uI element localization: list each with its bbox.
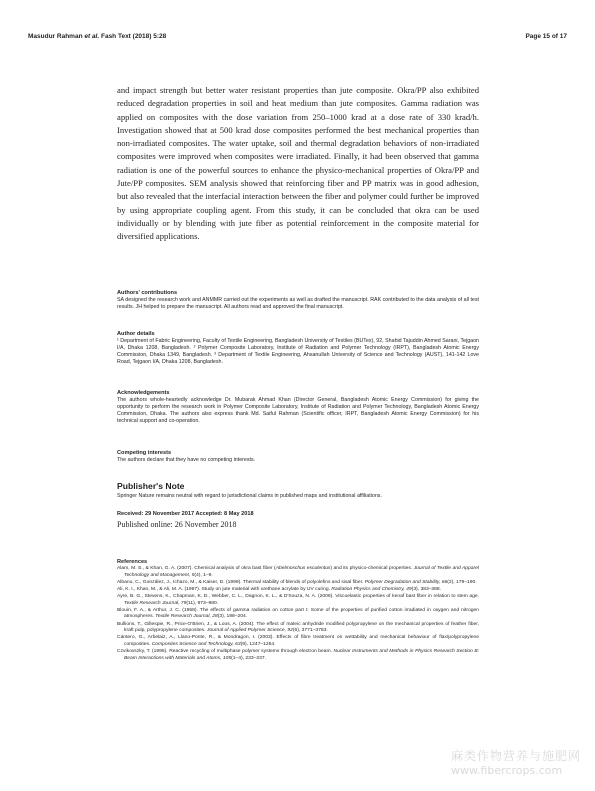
references-section bbox=[117, 559, 479, 663]
reference-mid: (1–4), 233–237. bbox=[231, 655, 266, 661]
acknowledgements-heading: Acknowledgements bbox=[117, 390, 170, 396]
reference-item bbox=[117, 587, 479, 594]
running-head-citation bbox=[28, 33, 166, 40]
reference-it1: Textile Research Journal, 79 bbox=[124, 600, 187, 606]
reference-mid: (6), 3771–3783. bbox=[292, 628, 328, 634]
reference-pre: Czvikovszky, T. (1995). Reactive recycling of multiphase polymer systems through electron beam. bbox=[117, 649, 334, 655]
acknowledgements-text: The authors whole-heartedly acknowledge Dr. Mubarak Ahmad Khan (Director General, Bangladesh Atomic Energy Commission) for giving the opportunity to perform the research work in Polymer Composite Laboratory, Institute of Radiation and Polymer Technology, Bangladesh Atomic Energy Commission, Dhaka. The authors also express thank Md. Saiful Rahman (Scientific officer, IRPT, Bangladesh Atomic Energy Commission) for his technical support and co-operation. bbox=[117, 397, 479, 425]
reference-pre: Bullions, T., Gillespie, R., Price-O'Brien, J., & Loos, A. (2004). The effect of maleic anhydride modified polypropylene on the mechanical properties of feather fiber, kraft pulp, polypropylene composites. bbox=[117, 621, 479, 634]
references-heading: References bbox=[117, 559, 148, 565]
reference-it1: Composites Science and Technology, 63 bbox=[151, 642, 241, 648]
reference-item bbox=[117, 635, 479, 648]
running-head-author: Masudur Rahman bbox=[28, 33, 83, 40]
acknowledgements-section bbox=[117, 390, 479, 425]
running-head-etal: et al. bbox=[84, 33, 100, 40]
reference-item bbox=[117, 566, 479, 579]
competing-interests-text: The authors declare that they have no competing interests. bbox=[117, 457, 256, 463]
reference-item bbox=[117, 622, 479, 635]
watermark-url: www.fibercrops.com bbox=[450, 764, 563, 777]
author-details-section bbox=[117, 331, 479, 366]
publisher-note-heading: Publisher's Note bbox=[117, 481, 185, 491]
reference-it1: Polymer Degradation and Stability, 66 bbox=[364, 579, 448, 585]
reference-item bbox=[117, 580, 479, 587]
reference-mid: (11), 973–980. bbox=[186, 600, 219, 606]
reference-pre: Ayre, B. G., Stevens, K., Chapman, K. D., Webber, C. L., Dagnon, K. L., & D'Souza, N. A. (2009). Viscoelastic properties of kenaf bast fiber in relation to stem age. bbox=[117, 593, 479, 599]
reference-pre: Cantero, G., Arbelaiz, A., Llano-Ponte, R., & Mondragon, I. (2003). Effects of fibre treatment on wettability and mechanical behaviour of flax/polypropylene composites. bbox=[117, 635, 479, 648]
reference-it1: Abelmoschus esculentus bbox=[275, 566, 331, 571]
reference-it1: Textile Research Journal, 28 bbox=[155, 614, 218, 620]
page-number: Page 15 of 17 bbox=[525, 33, 567, 40]
reference-pre: Alam, M. S., & Khan, G. A. (2007). Chemical analysis of okra bast fiber ( bbox=[117, 566, 276, 571]
conclusion-paragraph: and impact strength but better water resistant properties than jute composite. Okra/PP also exhibited reduced degradation properties in soil and heat medium than jute composites. Gamma radiation was applied on composites with the dose variation from 250–1000 krad at a dose rate of 330 krad/h. Investigation showed that at 500 krad dose composites performed the best mechanical properties than non-irradiated composites. The water uptake, soil and thermal degradation behaviors of non-irradiated composites were improved when composites were irradiated. Finally, it had been observed that gamma radiation is one of the powerful sources to enhance the physico-mechanical properties of Okra/PP and Jute/PP composites. SEM analysis showed that reinforcing fiber and PP matrix was in good adhesion, but also revealed that the interfacial interaction between the fiber and polymer could further be improved by using appropriate coupling agent. From this study, it can be concluded that okra can be used individually or by blending with jute fiber as potential reinforcement in the composite material for diversified applications. bbox=[117, 85, 479, 242]
reference-mid: (3), 383–388. bbox=[411, 586, 442, 592]
watermark-title: 麻类作物营养与施肥网 bbox=[450, 749, 581, 763]
reference-it2: Journal of Textile and Apparel Technology and Management, 5 bbox=[124, 566, 480, 578]
reference-item bbox=[117, 649, 479, 662]
running-head bbox=[28, 33, 567, 43]
competing-interests-section bbox=[117, 450, 479, 464]
reference-it1: Nuclear Instruments and Methods in Physics Research Section B: Beam Interactions with Materials and Atoms, 105 bbox=[124, 649, 479, 661]
reference-item bbox=[117, 594, 479, 607]
contributions-text: SA designed the research work and ANMMR carried out the experiments as well as drafted the manuscript. RAK contributed to the data analysis of all test results. JH helped to prepare the manuscript. All authors read and approved the final manuscript. bbox=[117, 297, 479, 311]
reference-it1: Radiation Physics and Chemistry, 49 bbox=[331, 586, 412, 592]
contributions-section bbox=[117, 290, 479, 311]
reference-it1: Journal of Applied Polymer Science, 92 bbox=[206, 628, 293, 634]
reference-mid: (2), 179–190. bbox=[447, 579, 477, 585]
reference-list bbox=[117, 566, 479, 663]
reference-pre: Ali, K. I., Khan, M., & Ali, M. A. (1997). Study on jute material with urethane acrylate by UV curing. bbox=[117, 586, 332, 592]
reference-pre: Albano, C., González, J., Ichazo, M., & Kaiser, D. (1999). Thermal stability of blends of polyolefins and sisal fiber. bbox=[117, 579, 365, 585]
reference-mid: (3), 198–204. bbox=[217, 614, 248, 620]
published-online-date: Published online: 26 November 2018 bbox=[117, 520, 237, 529]
reference-item bbox=[117, 608, 479, 621]
contributions-heading: Authors' contributions bbox=[117, 290, 178, 296]
publisher-note-text: Springer Nature remains neutral with regard to jurisdictional claims in published maps and institutional affiliations. bbox=[117, 493, 382, 499]
reference-mid: (9), 1247–1254. bbox=[240, 642, 276, 648]
competing-interests-heading: Competing interests bbox=[117, 450, 172, 456]
author-details-heading: Author details bbox=[117, 331, 155, 337]
site-watermark bbox=[451, 747, 581, 777]
reference-pre: Blouin, F. A., & Arthur, J. C. (1958). The effects of gamma radiation on cotton part I: Some of the properties of purified cotton irradiated in oxygen and nitrogen atmospheres. bbox=[117, 607, 479, 620]
author-details-text: ¹ Department of Fabric Engineering, Faculty of Textile Engineering, Bangladesh University of Textiles (BUTex), 92, Shahid Tajuddin Ahmed Sarani, Tejgaon I/A, Dhaka 1208, Bangladesh. ² Polymer Composite Laboratory, Institute of Radiation and Polymer Technology (IRPT), Bangladesh Atomic Energy Commission, Dhaka 1349, Bangladesh. ³ Department of Textile Engineering, Ahsanullah University of Science and Technology (AUST), 141-142 Love Road, Tejgaon I/A, Dhaka 1208, Bangladesh. bbox=[117, 338, 479, 366]
reference-mid: ) and its physico-chemical properties. bbox=[330, 566, 414, 571]
received-accepted-dates: Received: 29 November 2017 Accepted: 8 May 2018 bbox=[117, 511, 254, 517]
running-head-journal: Fash Text (2018) 5:28 bbox=[100, 33, 167, 40]
reference-post: (4), 1–9. bbox=[194, 572, 213, 578]
